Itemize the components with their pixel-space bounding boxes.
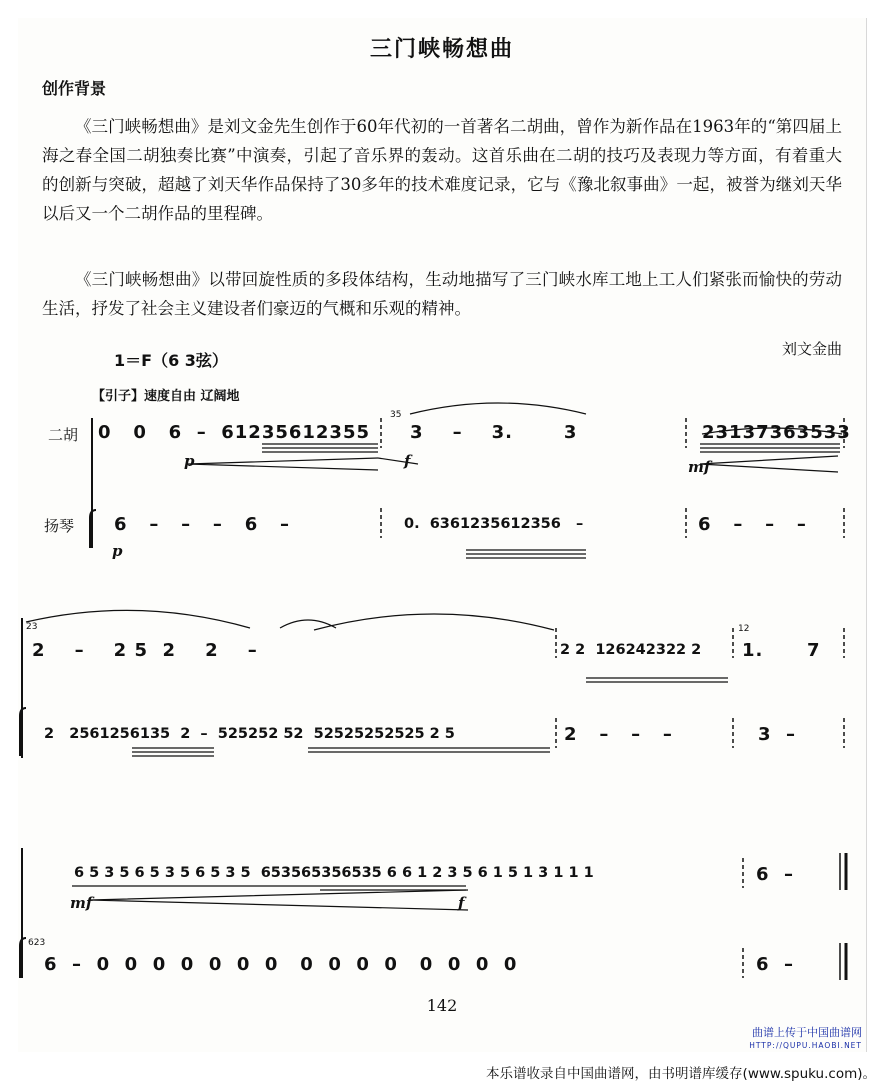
grace-note-row3: 623 xyxy=(28,938,46,948)
section-heading: 创作背景 xyxy=(42,79,107,98)
page-number: 142 xyxy=(426,996,458,1015)
grace-note-row2b: 12 xyxy=(738,624,750,634)
erhu-row1-a: 0 0 6 – 61235612355 xyxy=(98,422,371,443)
footer-note: 本乐谱收录自中国曲谱网，由书明谱库缓存(www.spuku.com)。 xyxy=(486,1066,876,1082)
yangqin-row1-c: 6 – – – xyxy=(698,514,807,535)
dynamic-f-2: f xyxy=(458,894,465,912)
yangqin-row3-end: 6 – xyxy=(756,954,795,975)
watermark-line-1: 曲谱上传于中国曲谱网 xyxy=(752,1026,862,1039)
composer-credit: 刘文金曲 xyxy=(781,340,842,358)
yangqin-row1-a: 6 – – – 6 – xyxy=(114,514,291,535)
intro-marking: 【引子】速度自由 辽阔地 xyxy=(92,389,240,404)
yangqin-row2-c: 3 – xyxy=(758,724,797,745)
yangqin-row3: 6 – 0 0 0 0 0 0 0 0 0 0 0 0 0 0 0 xyxy=(44,954,518,975)
score-page xyxy=(18,18,867,1052)
page-title: 三门峡畅想曲 xyxy=(369,37,514,62)
dynamic-f-1: f xyxy=(404,452,411,470)
erhu-row3-end: 6 – xyxy=(756,864,795,885)
dynamic-p-2: p xyxy=(112,542,123,560)
erhu-row2-b: 2 2 126242322 2 xyxy=(560,642,702,658)
paragraph-1: 《三门峡畅想曲》是刘文金先生创作于60年代初的一首著名二胡曲，曾作为新作品在1963年的“第四届上海之春全国二胡独奏比赛”中演奏，引起了音乐界的轰动。这首乐曲在二胡的技巧及表现力等方面，有着重大的创新与突破，超越了刘天华作品保持了30多年的技术难度记录，它与《豫北叙事曲》一起，被誉为继刘天华以后又一个二胡作品的里程碑。 xyxy=(42,117,842,223)
yangqin-label: 扬琴 xyxy=(44,517,75,535)
key-signature: 1＝F（6 3弦） xyxy=(114,351,228,370)
yangqin-row2-b: 2 – – – xyxy=(564,724,673,745)
erhu-row3: 6 5 3 5 6 5 3 5 6 5 3 5 653565356535 6 6 1 2 3 5 6 1 5 1 3 1 1 1 xyxy=(74,865,594,881)
erhu-row1-b: 3 – 3. 3 xyxy=(410,422,578,443)
erhu-row1-c: 23137363533 xyxy=(702,422,851,443)
watermark xyxy=(749,1026,862,1052)
erhu-row2-c: 1. 7 xyxy=(742,640,821,661)
score-lines xyxy=(18,18,866,1052)
yangqin-row1-b: 0. 6361235612356 – xyxy=(404,516,584,532)
paragraph-2: 《三门峡畅想曲》以带回旋性质的多段体结构，生动地描写了三门峡水库工地上工人们紧张而愉快的劳动生活，抒发了社会主义建设者们豪迈的气概和乐观的精神。 xyxy=(42,270,842,318)
yangqin-row2-a: 2 2561256135 2 – 525252 52 52525252525 2 5 xyxy=(44,726,455,742)
erhu-row2-a: 2 – 2 5 2 2 – xyxy=(32,640,258,661)
grace-note-row1: 35 xyxy=(390,410,402,420)
grace-note-row2: 23 xyxy=(26,622,38,632)
dynamic-mf-1: mf xyxy=(688,458,711,476)
watermark-line-2: HTTP://QUPU.HAOBI.NET xyxy=(749,1041,862,1050)
erhu-label: 二胡 xyxy=(48,426,79,444)
dynamic-mf-2: mf xyxy=(70,894,93,912)
dynamic-p-1: p xyxy=(184,452,195,470)
